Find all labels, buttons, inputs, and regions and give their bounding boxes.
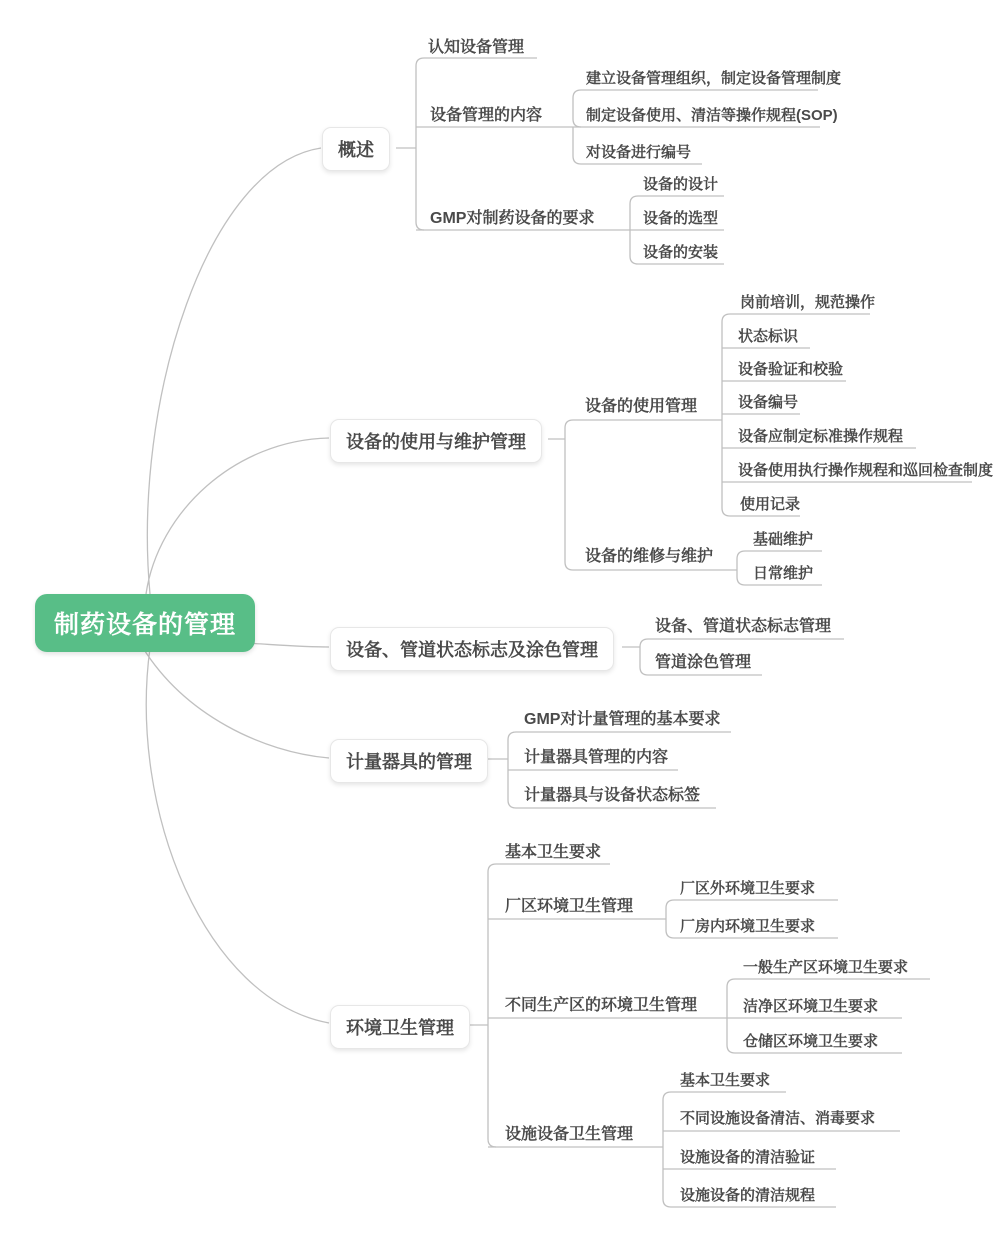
topic-equipment-installation[interactable]: 设备的安装 <box>643 244 719 261</box>
topic-basic-hygiene[interactable]: 基本卫生要求 <box>505 844 602 861</box>
branch-measuring-instruments[interactable]: 计量器具的管理 <box>330 739 488 783</box>
topic-equipment-number[interactable]: 设备编号 <box>738 394 799 411</box>
branch-overview[interactable]: 概述 <box>322 127 390 171</box>
topic-build-org[interactable]: 建立设备管理组织，制定设备管理制度 <box>586 70 842 87</box>
topic-production-zone-hygiene[interactable]: 不同生产区的环境卫生管理 <box>505 997 698 1014</box>
topic-cleaning-disinfection[interactable]: 不同设施设备清洁、消毒要求 <box>680 1110 876 1127</box>
topic-gmp-metrology-requirements[interactable]: GMP对计量管理的基本要求 <box>524 711 721 728</box>
topic-outside-plant-hygiene[interactable]: 厂区外环境卫生要求 <box>680 880 816 897</box>
topic-equipment-selection[interactable]: 设备的选型 <box>643 210 719 227</box>
topic-basic-maintenance[interactable]: 基础维护 <box>753 531 814 548</box>
topic-inside-plant-hygiene[interactable]: 厂房内环境卫生要求 <box>680 918 816 935</box>
branch-environment-hygiene[interactable]: 环境卫生管理 <box>330 1005 470 1049</box>
topic-clean-zone-hygiene[interactable]: 洁净区环境卫生要求 <box>743 998 879 1015</box>
topic-pre-job-training[interactable]: 岗前培训，规范操作 <box>740 294 876 311</box>
branch-pipe-marking[interactable]: 设备、管道状态标志及涂色管理 <box>330 627 614 671</box>
topic-equipment-mgmt-content[interactable]: 设备管理的内容 <box>430 107 543 124</box>
topic-cleaning-validation[interactable]: 设施设备的清洁验证 <box>680 1149 816 1166</box>
topic-status-marking[interactable]: 状态标识 <box>738 328 799 345</box>
topic-numbering[interactable]: 对设备进行编号 <box>586 144 692 161</box>
topic-repair-maintenance[interactable]: 设备的维修与维护 <box>585 548 714 565</box>
topic-know-equipment[interactable]: 认知设备管理 <box>428 39 525 56</box>
topic-storage-zone-hygiene[interactable]: 仓储区环境卫生要求 <box>743 1033 879 1050</box>
topic-general-zone-hygiene[interactable]: 一般生产区环境卫生要求 <box>743 959 909 976</box>
topic-instrument-mgmt-content[interactable]: 计量器具管理的内容 <box>524 749 669 766</box>
topic-gmp-requirements[interactable]: GMP对制药设备的要求 <box>430 210 595 227</box>
topic-daily-maintenance[interactable]: 日常维护 <box>753 565 814 582</box>
root-topic[interactable]: 制药设备的管理 <box>35 594 255 652</box>
topic-validation-calibration[interactable]: 设备验证和校验 <box>738 361 844 378</box>
topic-patrol-inspection[interactable]: 设备使用执行操作规程和巡回检查制度 <box>738 462 994 479</box>
topic-equipment-design[interactable]: 设备的设计 <box>643 176 719 193</box>
topic-usage-records[interactable]: 使用记录 <box>740 496 801 513</box>
topic-pipe-color-management[interactable]: 管道涂色管理 <box>655 654 752 671</box>
topic-facility-equipment-hygiene[interactable]: 设施设备卫生管理 <box>505 1126 634 1143</box>
branch-use-maintenance[interactable]: 设备的使用与维护管理 <box>330 419 542 463</box>
topic-sop[interactable]: 制定设备使用、清洁等操作规程(SOP) <box>586 107 838 124</box>
topic-instrument-status-label[interactable]: 计量器具与设备状态标签 <box>524 787 701 804</box>
topic-plant-area-hygiene[interactable]: 厂区环境卫生管理 <box>505 898 634 915</box>
topic-status-mark-management[interactable]: 设备、管道状态标志管理 <box>655 618 832 635</box>
topic-cleaning-procedures[interactable]: 设施设备的清洁规程 <box>680 1187 816 1204</box>
topic-facility-basic-hygiene[interactable]: 基本卫生要求 <box>680 1072 771 1089</box>
topic-standard-procedures[interactable]: 设备应制定标准操作规程 <box>738 428 904 445</box>
topic-use-management[interactable]: 设备的使用管理 <box>585 398 698 415</box>
